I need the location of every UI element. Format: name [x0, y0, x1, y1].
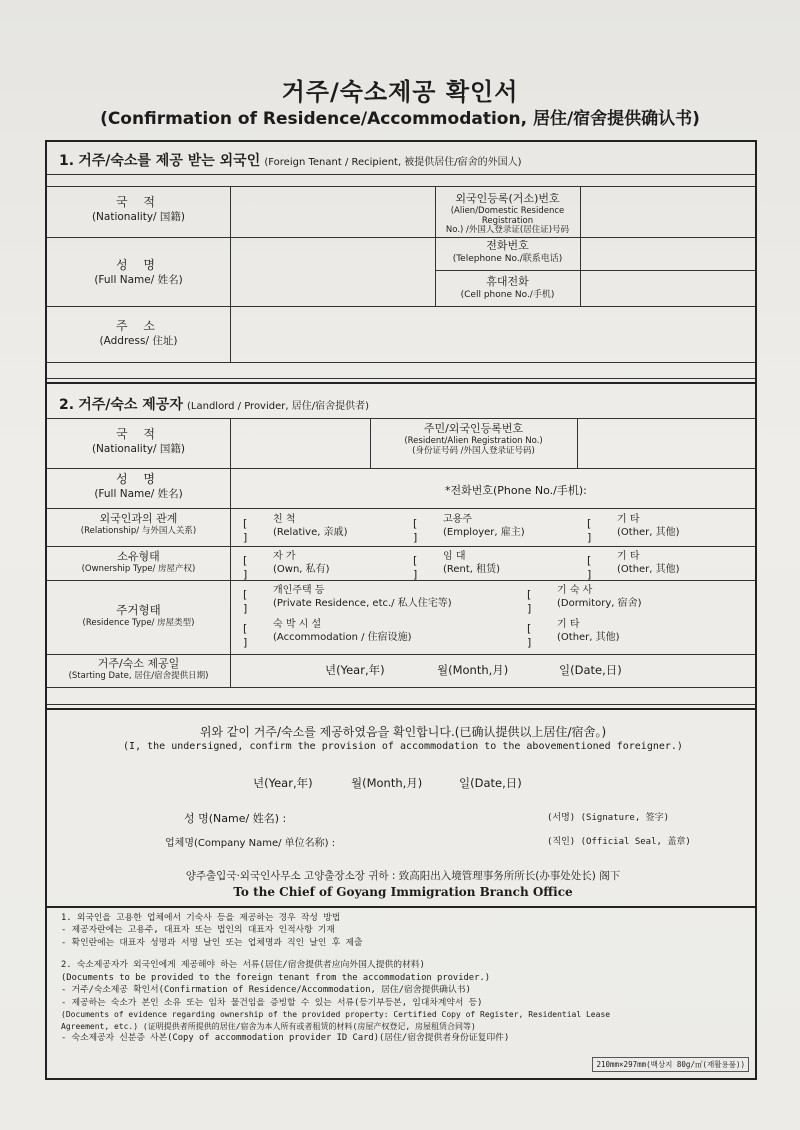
decl-company-field[interactable] [385, 830, 535, 848]
section2-heading [59, 394, 369, 414]
declaration-ko: 위와 같이 거주/숙소를 제공하였음을 확인합니다.(已确认提供以上居住/宿舍。) [199, 725, 607, 739]
section1-heading-en: (Foreign Tenant / Recipient, 被提供居住/宿舍的外国人) [264, 157, 522, 168]
section1-number: 1. [59, 153, 75, 169]
s1-nationality-label: 국 적 (Nationality/ 国籍) [91, 195, 186, 224]
section1-heading [59, 150, 522, 170]
s2-ownership-label: 소유형태 (Ownership Type/ 房屋产权) [81, 550, 196, 574]
confirmation-form: 1. 거주/숙소를 제공 받는 외국인 (Foreign Tenant / Recipient, 被提供居住/宿舍的外国人) 국 적 (Nationality/ 国籍) 외국인등록(거소)번호 (Alien/Domestic Residence Registration No.) /外国人登录证(居住证)号码 성 명 (Full Name/ 姓名) 전화번호 (Telephone No./联系电话) 휴대전화 (Cell phone No./手机) 주 소 (Address/ 住址) 2. 거주/숙소 제공자 (Landlord / Provider, 居住/宿舍提供者) 국 적 (Nationality/ 国籍) 주민/외국인등록번호 (Resident/Alien Registration No.) (身份证号码 /外国人登录证号码) 성 명 (Full Name/ 姓名) *전화번호(Phone No./手机): 외국인과의 관계 (Relationship/ 与外国人关系) [ ] 친 척 (Relative, 亲戚) [ ] 고용주 (Employer, 雇主) [ ] 기 타 (Other, 其他) 소유형태 (Ownership Type/ 房屋产权) [ ] 자 가 (Own, 私有) [ ] 임 대 (Rent, 租赁) [ ] 기 타 (Other, 其他) 주거형태 (Residence Type/ 房屋类型) [ ] 개인주택 등 (Private Residence, etc./ 私人住宅等) [ ] 기 숙 사 (Dormitory, 宿舍) [ ] 숙 박 시 설 (Accommodation / 住宿设施) [ ] 기 타 (Other, 其他) 거주/숙소 제공일 (Starting Date, 居住/宿舍提供日期) 년(Year,年) 월(Month,月) 일(Date,日) 위와 같이 거주/숙소를 제공하였음을 확인합니다.(已确认提供以上居住/宿舍。) (I, the undersigned, confirm the provision of accommodation to the abovementioned foreigner.) 년(Year,年) 월(Month,月) 일(Date,日) 성 명(Name/ 姓名) : (서명) (Signature, 签字) 업체명(Company Name/ 单位名称) : (직인) (Official Seal, 盖章) 양주출입국·외국인사무소 고양출장소장 귀하 : 致高阳出入境管理事务所所长(办事处处长) 阁下 To the Chief of Goyang Immigration Branch Office 1. 외국인을 고용한 업체에서 기숙사 등을 제공하는 경우 작성 방법 - 제공자란에는 고용주, 대표자 또는 법인의 대표자 인적사항 기재 - 확인란에는 대표자 성명과 서명 날인 또는 업체명과 직인 날인 후 제출 2. 숙소제공자가 외국인에게 제공해야 하는 서류(居住/宿舍提供者应向外国人提供的材料) (Documents to be provided to the foreign tenant from the accommodation provider.) - 거주/숙소제공 확인서(Confirmation of Residence/Accommodation, 居住/宿舍提供确认书) - 제공하는 숙소가 본인 소유 또는 임차 물건임을 증빙할 수 있는 서류(등기부등본, 임대차계약서 등) (Documents of evidence regarding ownership of the provided property: Certified Copy of Register, Residential Lease Agreement, etc.) (证明提供者所提供的居住/宿舍为本人所有或者租赁的材料(房屋产权登记, 房屋租赁合同等) - 숙소제공자 신분증 사본(Copy of accommodation provider ID Card)(居住/宿舍提供者身份证复印件) 210mm×297mm(백상지 80g/㎡(재활용품)) [45, 140, 757, 1080]
note-line: (Documents to be provided to the foreign tenant from the accommodation provider.) [61, 972, 490, 983]
note-line: Agreement, etc.) (证明提供者所提供的居住/宿舍为本人所有或者租赁的材料(房屋产权登记, 房屋租赁合同等) [61, 1021, 476, 1031]
s1-name-field[interactable] [233, 240, 431, 303]
section1-heading-ko: 거주/숙소를 제공 받는 외국인 [78, 153, 261, 169]
s2-resident-reg-field[interactable] [580, 421, 753, 465]
s2-residence-type-label: 주거형태 (Residence Type/ 房屋类型) [82, 603, 195, 628]
s1-address-label: 주 소 (Address/ 住址) [99, 319, 178, 348]
s1-telephone-field[interactable] [583, 240, 753, 268]
form-subtitle: (Confirmation of Residence/Accommodation, 居住/宿舍提供确认书) [100, 109, 700, 129]
s1-cellphone-label: 휴대전화 (Cell phone No./手机) [460, 275, 555, 300]
decl-date-day[interactable]: 일(Date,日) [459, 776, 522, 790]
note-line: - 제공하는 숙소가 본인 소유 또는 임차 물건임을 증빙할 수 있는 서류(등기부등본, 임대차계약서 등) [61, 997, 483, 1008]
note-line: 2. 숙소제공자가 외국인에게 제공해야 하는 서류(居住/宿舍提供者应向外国人提供的材料) [61, 960, 425, 971]
s2-name-field[interactable] [233, 471, 443, 505]
addressee-ko: 양주출입국·외국인사무소 고양출장소장 귀하 : 致高阳出入境管理事务所所长(办事处处长) 阁下 [185, 870, 621, 882]
decl-date-month[interactable]: 월(Month,月) [351, 776, 423, 790]
s1-nationality-field[interactable] [233, 189, 431, 234]
paper-spec-footer: 210mm×297mm(백상지 80g/㎡(재활용품)) [592, 1057, 749, 1072]
s2-phone-field[interactable] [625, 473, 753, 505]
addressee-en: To the Chief of Goyang Immigration Branch Office [233, 885, 573, 899]
note-line: (Documents of evidence regarding ownership of the provided property: Certified Copy of Register, Residential Lease [61, 1010, 611, 1020]
s1-name-label: 성 명 (Full Name/ 姓名) [94, 258, 183, 287]
decl-company-label: 업체명(Company Name/ 单位名称) : [165, 838, 336, 849]
start-date-year[interactable]: 년(Year,年) [325, 663, 385, 677]
section2-number: 2. [59, 397, 75, 413]
s1-telephone-label: 전화번호 (Telephone No./联系电话) [452, 239, 563, 264]
section2-heading-ko: 거주/숙소 제공자 [78, 397, 183, 413]
note-line: - 제공자란에는 고용주, 대표자 또는 법인의 대표자 인적사항 기재 [61, 925, 335, 936]
note-line: - 확인란에는 대표자 성명과 서명 날인 또는 업체명과 직인 날인 후 제출 [61, 937, 363, 948]
note-line: - 숙소제공자 신분증 사본(Copy of accommodation provider ID Card)(居住/宿舍提供者身份证复印件) [61, 1033, 510, 1044]
note-line [61, 949, 610, 959]
decl-seal-label: (직인) (Official Seal, 盖章) [547, 837, 691, 847]
decl-date-year[interactable]: 년(Year,年) [253, 776, 313, 790]
s1-alien-reg-field[interactable] [583, 189, 753, 234]
decl-name-field[interactable] [385, 806, 535, 824]
s2-phone-label: *전화번호(Phone No./手机): [445, 484, 587, 497]
s2-nationality-label: 국 적 (Nationality/ 国籍) [91, 427, 186, 456]
s1-cellphone-field[interactable] [583, 273, 753, 303]
notes-block [61, 912, 610, 1045]
decl-signature-label: (서명) (Signature, 签字) [547, 813, 670, 823]
s2-name-label: 성 명 (Full Name/ 姓名) [94, 472, 183, 501]
s1-address-field[interactable] [233, 309, 753, 359]
start-date-month[interactable]: 월(Month,月) [437, 663, 509, 677]
s2-resident-reg-label: 주민/외국인등록번호 (Resident/Alien Registration No.) (身份证号码 /外国人登录证号码) [404, 422, 543, 456]
note-line: - 거주/숙소제공 확인서(Confirmation of Residence/Accommodation, 居住/宿舍提供确认书) [61, 985, 471, 996]
s1-alien-reg-label: 외국인등록(거소)번호 (Alien/Domestic Residence Registration No.) /外国人登录证(居住证)号码 [445, 192, 570, 236]
s2-relationship-label: 외국인과의 관계 (Relationship/ 与外国人关系) [80, 512, 197, 536]
decl-name-label: 성 명(Name/ 姓名) : [184, 812, 287, 825]
declaration-en: (I, the undersigned, confirm the provision of accommodation to the abovementioned foreigner.) [123, 741, 683, 752]
s2-start-date-label: 거주/숙소 제공일 (Starting Date, 居住/宿舍提供日期) [68, 657, 209, 681]
section2-heading-en: (Landlord / Provider, 居住/宿舍提供者) [187, 401, 369, 412]
start-date-day[interactable]: 일(Date,日) [559, 663, 622, 677]
form-title: 거주/숙소제공 확인서 [281, 78, 519, 106]
note-line: 1. 외국인을 고용한 업체에서 기숙사 등을 제공하는 경우 작성 방법 [61, 913, 341, 923]
s2-nationality-field[interactable] [233, 421, 367, 465]
